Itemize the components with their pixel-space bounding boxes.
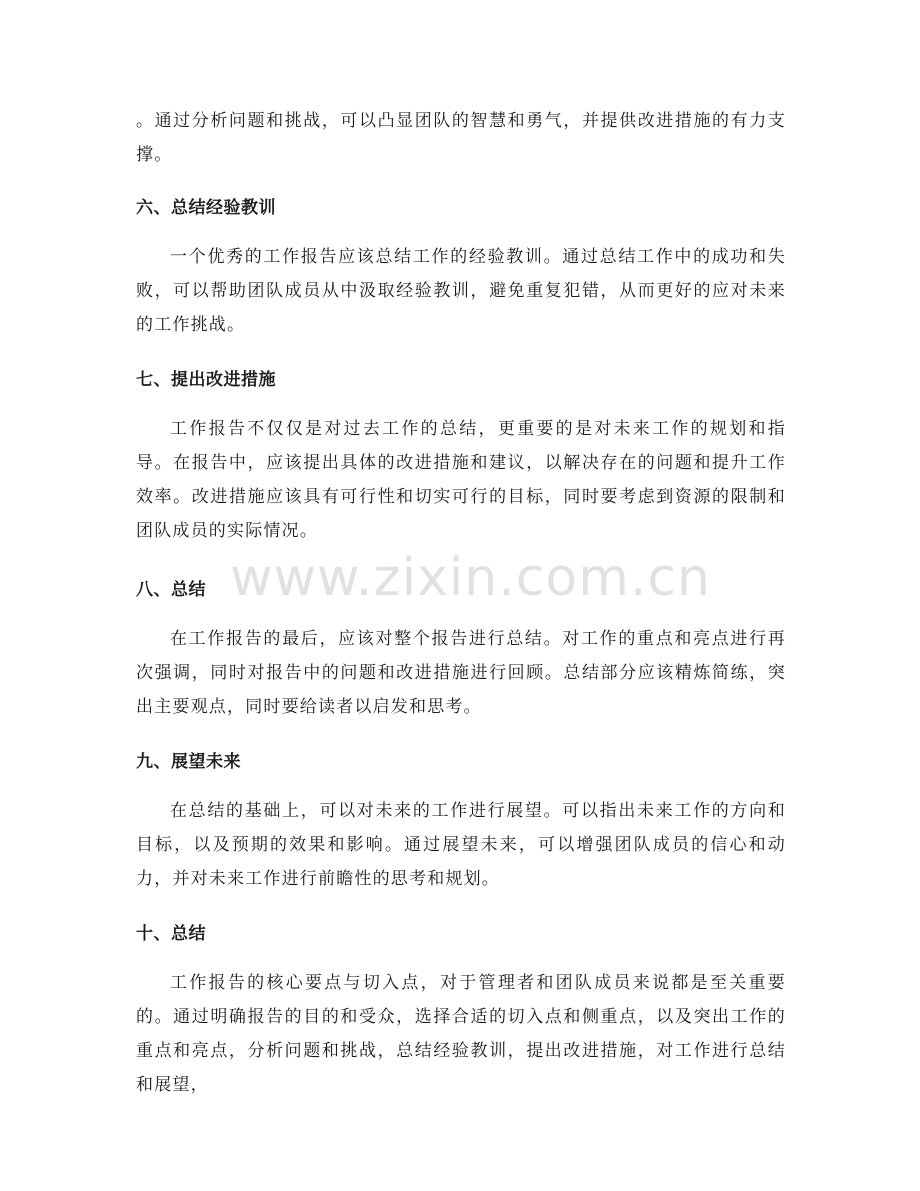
heading-section-6: 六、总结经验教训 <box>136 198 276 218</box>
paragraph-continuation: 。通过分析问题和挑战，可以凸显团队的智慧和勇气，并提供改进措施的有力支撑。 <box>136 111 786 165</box>
watermark: www.zixin.com.cn <box>230 548 711 608</box>
heading-section-10: 十、总结 <box>136 924 206 944</box>
paragraph-section-8: 在工作报告的最后，应该对整个报告进行总结。对工作的重点和亮点进行再次强调，同时对报告中的问题和改进措施进行回顾。总结部分应该精炼简练，突出主要观点，同时要给读者以启发和思考。 <box>136 629 786 717</box>
heading-section-7: 七、提出改进措施 <box>136 370 276 390</box>
paragraph-section-9: 在总结的基础上，可以对未来的工作进行展望。可以指出未来工作的方向和目标，以及预期的效果和影响。通过展望未来，可以增强团队成员的信心和动力，并对未来工作进行前瞻性的思考和规划。 <box>136 801 786 889</box>
paragraph-section-6: 一个优秀的工作报告应该总结工作的经验教训。通过总结工作中的成功和失败，可以帮助团队成员从中汲取经验教训，避免重复犯错，从而更好的应对未来的工作挑战。 <box>136 247 786 335</box>
paragraph-section-10: 工作报告的核心要点与切入点，对于管理者和团队成员来说都是至关重要的。通过明确报告的目的和受众，选择合适的切入点和侧重点，以及突出工作的重点和亮点，分析问题和挑战，总结经验教训，提出改进措施，对工作进行总结和展望， <box>136 973 786 1095</box>
paragraph-section-7: 工作报告不仅仅是对过去工作的总结，更重要的是对未来工作的规划和指导。在报告中，应该提出具体的改进措施和建议，以解决存在的问题和提升工作效率。改进措施应该具有可行性和切实可行的目标，同时要考虑到资源的限制和团队成员的实际情况。 <box>136 419 786 541</box>
heading-section-8: 八、总结 <box>136 580 206 600</box>
heading-section-9: 九、展望未来 <box>136 752 241 772</box>
